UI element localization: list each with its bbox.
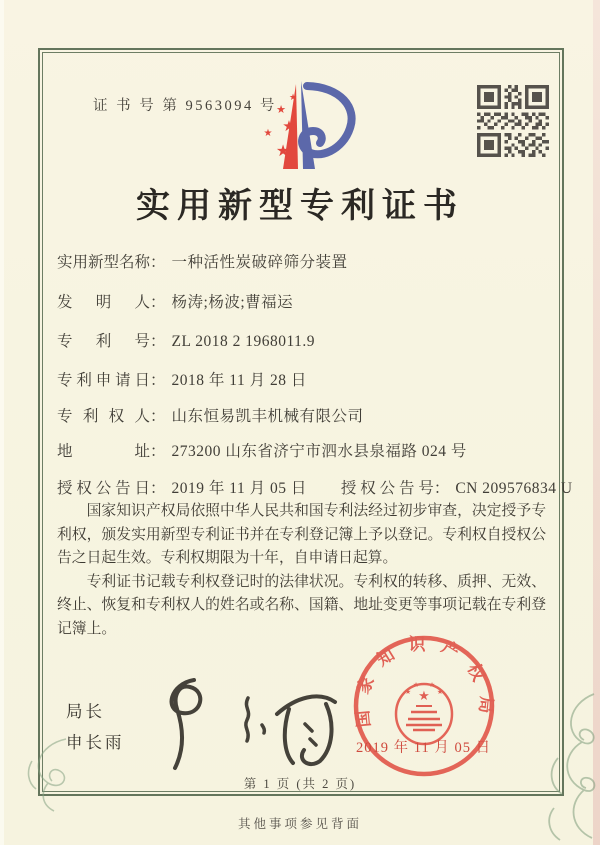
scan-edge-left	[0, 0, 4, 845]
field-value: 273200 山东省济宁市泗水县泉福路 024 号	[171, 443, 467, 460]
field-value: 一种活性炭破碎筛分装置	[171, 254, 348, 271]
certificate-number: 证 书 号 第 9563094 号	[93, 98, 277, 114]
signer-title: 局长	[66, 702, 105, 721]
field-row-filing-date	[57, 368, 307, 390]
field-label: 专利号	[57, 333, 150, 350]
seal-date: 2019 年 11 月 05 日	[356, 740, 492, 756]
page-number: 第 1 页 (共 2 页)	[243, 777, 357, 791]
field-value: CN 209576834 U	[455, 480, 573, 497]
field-value: 杨涛;杨波;曹福运	[171, 294, 294, 311]
field-colon: ：	[150, 254, 166, 271]
field-colon: ：	[150, 372, 166, 389]
svg-text:★: ★	[276, 104, 286, 116]
field-colon: ：	[150, 480, 166, 497]
field-label: 专利权人	[57, 408, 150, 425]
legal-text-block	[57, 500, 546, 641]
field-row-patent-no	[57, 329, 315, 351]
field-label: 发明人	[57, 294, 150, 311]
svg-text:★: ★	[288, 92, 298, 102]
svg-text:★: ★	[418, 688, 430, 703]
field-label: 专利申请日	[57, 372, 150, 389]
signature-icon	[150, 662, 340, 782]
seal-ring-text: 国家知识产权局	[351, 634, 497, 729]
back-side-note: 其他事项参见背面	[237, 817, 362, 831]
svg-text:★: ★	[412, 681, 420, 689]
field-row-address	[57, 439, 467, 461]
field-value: 山东恒易凯丰机械有限公司	[171, 408, 364, 425]
field-colon: ：	[150, 443, 166, 460]
svg-text:★: ★	[436, 688, 444, 696]
svg-text:★: ★	[404, 688, 412, 696]
field-value: ZL 2018 2 1968011.9	[171, 333, 316, 350]
field-label: 授权公告日	[57, 480, 150, 497]
national-emblem-icon	[396, 681, 452, 744]
field-label: 地址	[57, 443, 150, 460]
legal-paragraph-1: 国家知识产权局依照中华人民共和国专利法经过初步审查，决定授予专利权，颁发实用新型专利证书并在专利登记簿上予以登记。专利权自授权公告之日起生效。专利权期限为十年，自申请日起算。	[57, 503, 546, 566]
signer-name: 申长雨	[66, 733, 125, 752]
field-row-inventors	[57, 290, 293, 312]
field-label: 授权公告号	[340, 480, 434, 497]
svg-text:国家知识产权局	[352, 635, 496, 728]
field-row-patentee	[57, 404, 364, 426]
field-value: 2019 年 11 月 05 日	[171, 480, 307, 497]
legal-paragraph-2: 专利证书记载专利权登记时的法律状况。专利权的转移、质押、无效、终止、恢复和专利权人的姓名或名称、国籍、地址变更等事项记载在专利登记簿上。	[57, 573, 546, 637]
field-colon: ：	[433, 480, 450, 497]
field-row-name	[57, 250, 348, 272]
svg-text:★: ★	[428, 681, 436, 689]
svg-text:★: ★	[263, 128, 273, 139]
field-colon: ：	[150, 333, 166, 350]
field-value: 2018 年 11 月 28 日	[171, 372, 307, 389]
field-row-grant	[57, 476, 573, 498]
svg-text:★: ★	[282, 119, 296, 135]
field-colon: ：	[150, 408, 166, 425]
svg-text:★: ★	[275, 143, 291, 160]
floral-flourish-left-icon	[18, 733, 76, 818]
field-label: 实用新型名称	[57, 254, 151, 271]
certificate-title: 实用新型专利证书	[136, 188, 464, 225]
cnipa-logo-icon	[237, 74, 363, 177]
qr-code	[477, 85, 549, 162]
floral-flourish-right-icon	[528, 688, 600, 845]
official-seal-icon	[350, 632, 498, 785]
field-colon: ：	[150, 294, 166, 311]
